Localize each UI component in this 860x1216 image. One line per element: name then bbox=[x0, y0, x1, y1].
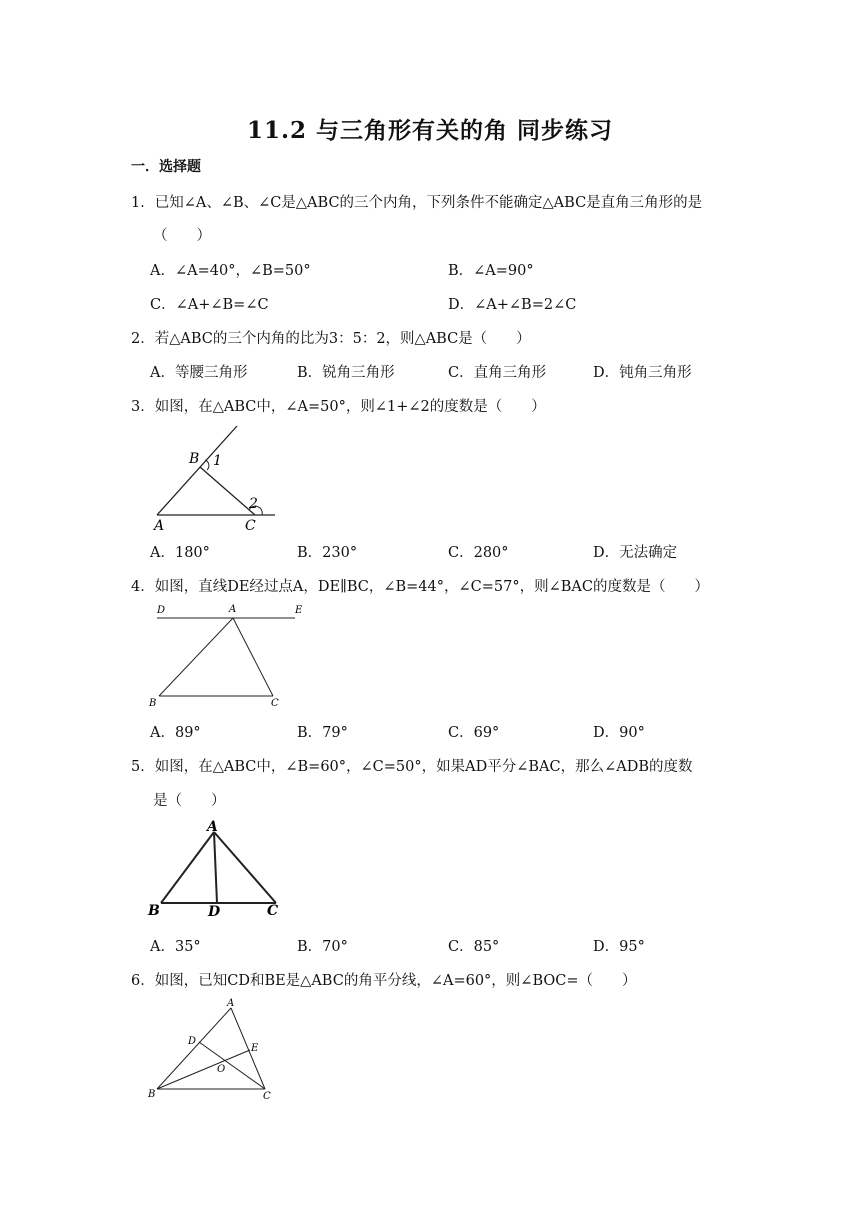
question-5-option-a: A．35° bbox=[150, 939, 201, 955]
q6-label-d: D bbox=[188, 1036, 197, 1047]
q6-label-a: A bbox=[227, 998, 235, 1009]
question-1-option-a: A．∠A=40°，∠B=50° bbox=[150, 263, 311, 279]
question-6-stem: 6．如图，已知CD和BE是△ABC的角平分线，∠A=60°，则∠BOC=（ ） bbox=[131, 973, 637, 989]
q5-label-a: A bbox=[207, 819, 218, 835]
q5-label-b: B bbox=[148, 903, 160, 919]
q6-label-b: B bbox=[148, 1089, 156, 1100]
question-3-option-d: D．无法确定 bbox=[593, 545, 678, 561]
question-5-stem-cont: 是（ ） bbox=[153, 793, 226, 809]
question-2-option-a: A．等腰三角形 bbox=[150, 365, 248, 381]
question-2-option-c: C．直角三角形 bbox=[448, 365, 547, 381]
question-3-option-c: C．280° bbox=[448, 545, 509, 561]
question-2-stem: 2．若△ABC的三个内角的比为3：5：2，则△ABC是（ ） bbox=[131, 331, 531, 347]
question-5-option-d: D．95° bbox=[593, 939, 645, 955]
question-5-stem: 5．如图，在△ABC中，∠B=60°，∠C=50°，如果AD平分∠BAC，那么∠ADB的度数 bbox=[131, 759, 693, 775]
q6-label-c: C bbox=[263, 1091, 271, 1102]
question-3-option-a: A．180° bbox=[150, 545, 210, 561]
question-2-option-d: D．钝角三角形 bbox=[593, 365, 692, 381]
question-1-stem-cont: （ ） bbox=[153, 228, 211, 244]
question-1-option-b: B．∠A=90° bbox=[448, 263, 534, 279]
question-5-option-c: C．85° bbox=[448, 939, 500, 955]
question-1-option-c: C．∠A+∠B=∠C bbox=[150, 297, 269, 313]
question-4-option-c: C．69° bbox=[448, 725, 500, 741]
q5-label-c: C bbox=[267, 903, 279, 919]
section-heading: 一．选择题 bbox=[131, 159, 201, 175]
q3-label-a: A bbox=[154, 518, 165, 534]
q4-label-d: D bbox=[157, 605, 166, 616]
q4-label-c: C bbox=[271, 698, 279, 709]
question-4-stem: 4．如图，直线DE经过点A，DE∥BC，∠B=44°，∠C=57°，则∠BAC的度数是（ ） bbox=[131, 579, 709, 595]
question-5-option-b: B．70° bbox=[297, 939, 348, 955]
question-1-stem: 1．已知∠A、∠B、∠C是△ABC的三个内角，下列条件不能确定△ABC是直角三角形的是 bbox=[131, 195, 703, 211]
q6-label-o: O bbox=[217, 1064, 226, 1075]
question-3-stem: 3．如图，在△ABC中，∠A=50°，则∠1+∠2的度数是（ ） bbox=[131, 399, 546, 415]
question-4-figure bbox=[145, 600, 315, 712]
q6-label-e: E bbox=[251, 1043, 259, 1054]
q3-label-c: C bbox=[245, 518, 256, 534]
question-6-figure bbox=[145, 995, 280, 1105]
q3-label-b: B bbox=[189, 451, 200, 467]
question-4-option-a: A．89° bbox=[150, 725, 201, 741]
q4-label-a: A bbox=[229, 604, 237, 615]
question-4-option-d: D．90° bbox=[593, 725, 645, 741]
q3-label-1: 1 bbox=[213, 453, 222, 469]
q5-label-d: D bbox=[208, 904, 221, 920]
question-3-option-b: B．230° bbox=[297, 545, 358, 561]
question-1-option-d: D．∠A+∠B=2∠C bbox=[448, 297, 577, 313]
page-title: 11.2 与三角形有关的角 同步练习 bbox=[246, 117, 614, 144]
q4-label-e: E bbox=[295, 605, 303, 616]
question-5-figure bbox=[145, 815, 285, 920]
question-3-figure bbox=[145, 420, 285, 535]
question-4-option-b: B．79° bbox=[297, 725, 348, 741]
q3-label-2: 2 bbox=[249, 496, 258, 512]
question-2-option-b: B．锐角三角形 bbox=[297, 365, 395, 381]
q4-label-b: B bbox=[149, 698, 157, 709]
